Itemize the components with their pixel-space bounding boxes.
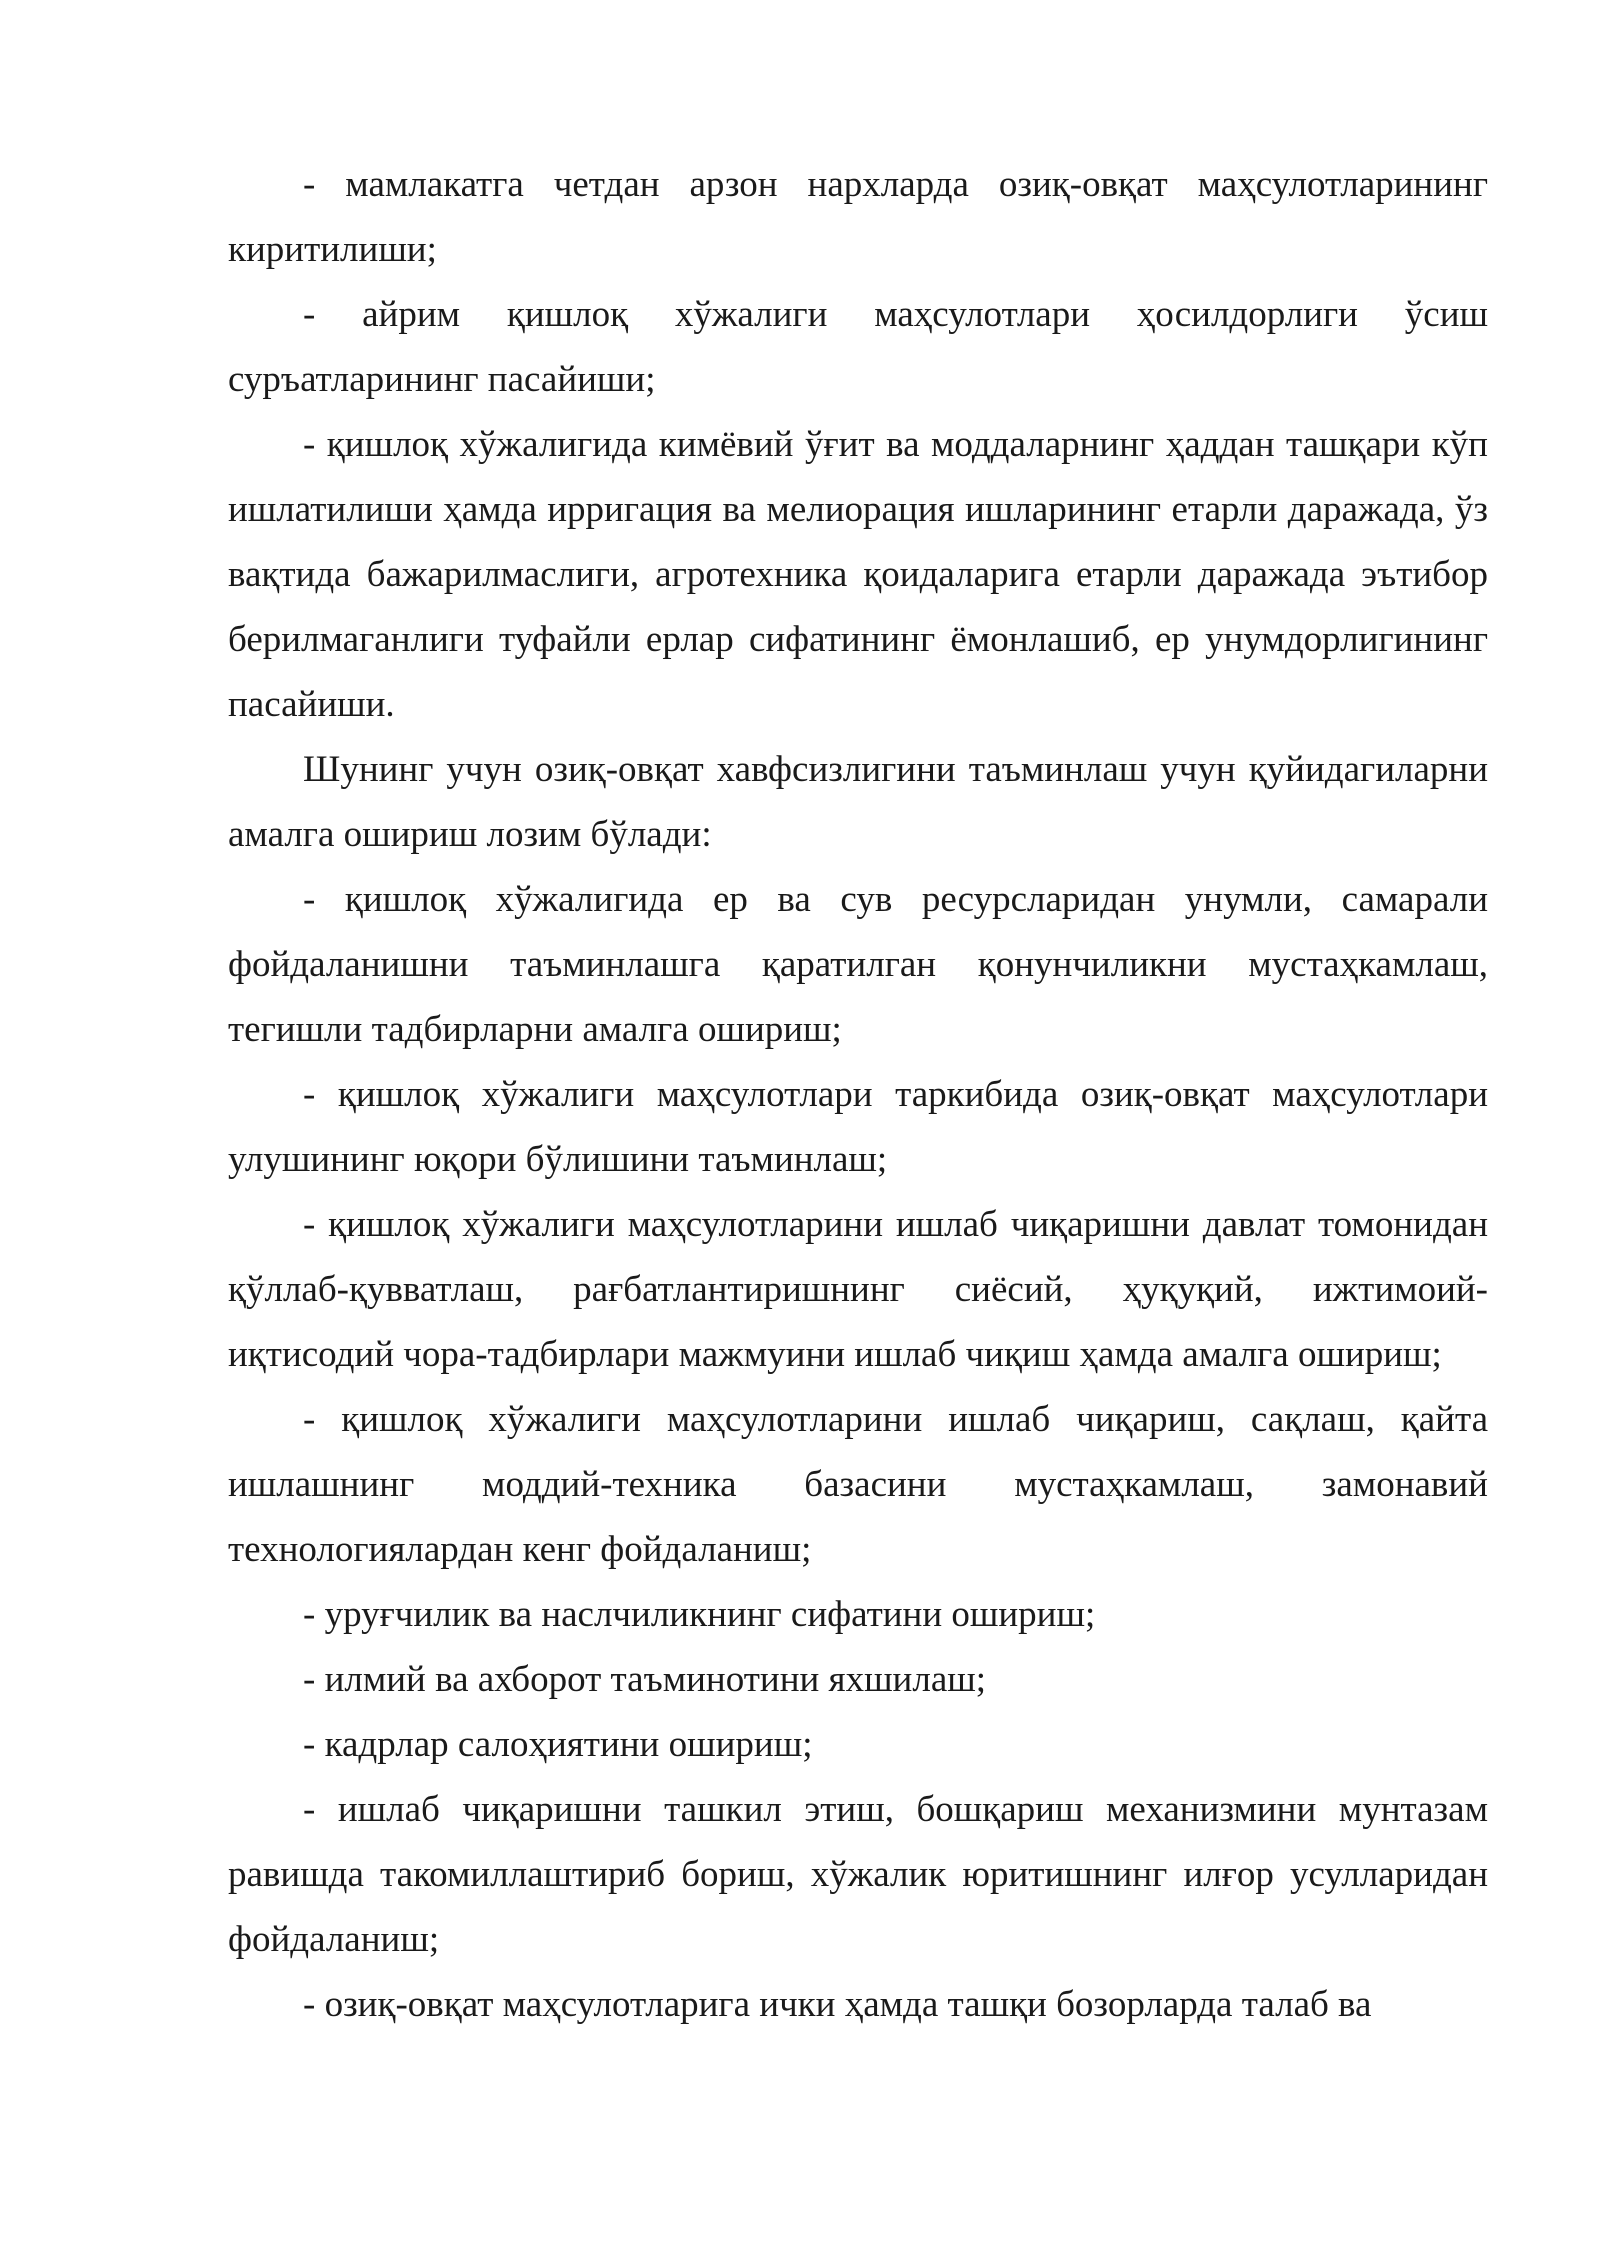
- paragraph-state-support: - қишлоқ хўжалиги маҳсулотларини ишлаб чиқаришни давлат томонидан қўллаб-қувватлаш, рағбатлантиришнинг сиёсий, ҳуқуқий, ижтимоий-иқтисодий чора-тадбирлари мажмуини ишлаб чиқиш ҳамда амалга ошириш;: [228, 1204, 1488, 1375]
- paragraph-measures-intro: Шунинг учун озиқ-овқат хавфсизлигини таъминлаш учун қуйидагиларни амалга ошириш лозим бўлади:: [228, 749, 1488, 855]
- paragraph-science-information: - илмий ва ахборот таъминотини яхшилаш;: [303, 1659, 987, 1700]
- paragraph-seed-breeding: - уруғчилик ва наслчиликнинг сифатини ошириш;: [303, 1594, 1096, 1635]
- paragraph-soil-fertility: - қишлоқ хўжалигида кимёвий ўғит ва моддаларнинг ҳаддан ташқари кўп ишлатилиши ҳамда ирригация ва мелиорация ишларининг етарли даражада, ўз вақтида бажарилмаслиги, агротехника қоидаларига етарли даражада эътибор берилмаганлиги туфайли ерлар сифатининг ёмонлашиб, ер унумдорлигининг пасайиши.: [228, 424, 1488, 725]
- paragraph-management: - ишлаб чиқаришни ташкил этиш, бошқариш механизмини мунтазам равишда такомиллаштириб бориш, хўжалик юритишнинг илғор усулларидан фойдаланиш;: [228, 1789, 1488, 1960]
- paragraph-land-water-legislation: - қишлоқ хўжалигида ер ва сув ресурсларидан унумли, самарали фойдаланишни таъминлашга қаратилган қонунчиликни мустаҳкамлаш, тегишли тадбирларни амалга ошириш;: [228, 879, 1488, 1050]
- paragraph-food-imports: - мамлакатга четдан арзон нархларда озиқ-овқат маҳсулотларининг киритилиши;: [228, 164, 1488, 270]
- paragraph-material-technical-base: - қишлоқ хўжалиги маҳсулотларини ишлаб чиқариш, сақлаш, қайта ишлашнинг моддий-техника базасини мустаҳкамлаш, замонавий технологиялардан кенг фойдаланиш;: [228, 1399, 1488, 1570]
- paragraph-market-demand: - озиқ-овқат маҳсулотларига ички ҳамда ташқи бозорларда талаб ва: [303, 1984, 1372, 2025]
- paragraph-yield-growth: - айрим қишлоқ хўжалиги маҳсулотлари ҳосилдорлиги ўсиш суръатларининг пасайиши;: [228, 294, 1488, 400]
- paragraph-personnel: - кадрлар салоҳиятини ошириш;: [303, 1724, 813, 1765]
- body-text: [228, 152, 1488, 2037]
- paragraph-food-share: - қишлоқ хўжалиги маҳсулотлари таркибида озиқ-овқат маҳсулотлари улушининг юқори бўлишини таъминлаш;: [228, 1074, 1488, 1180]
